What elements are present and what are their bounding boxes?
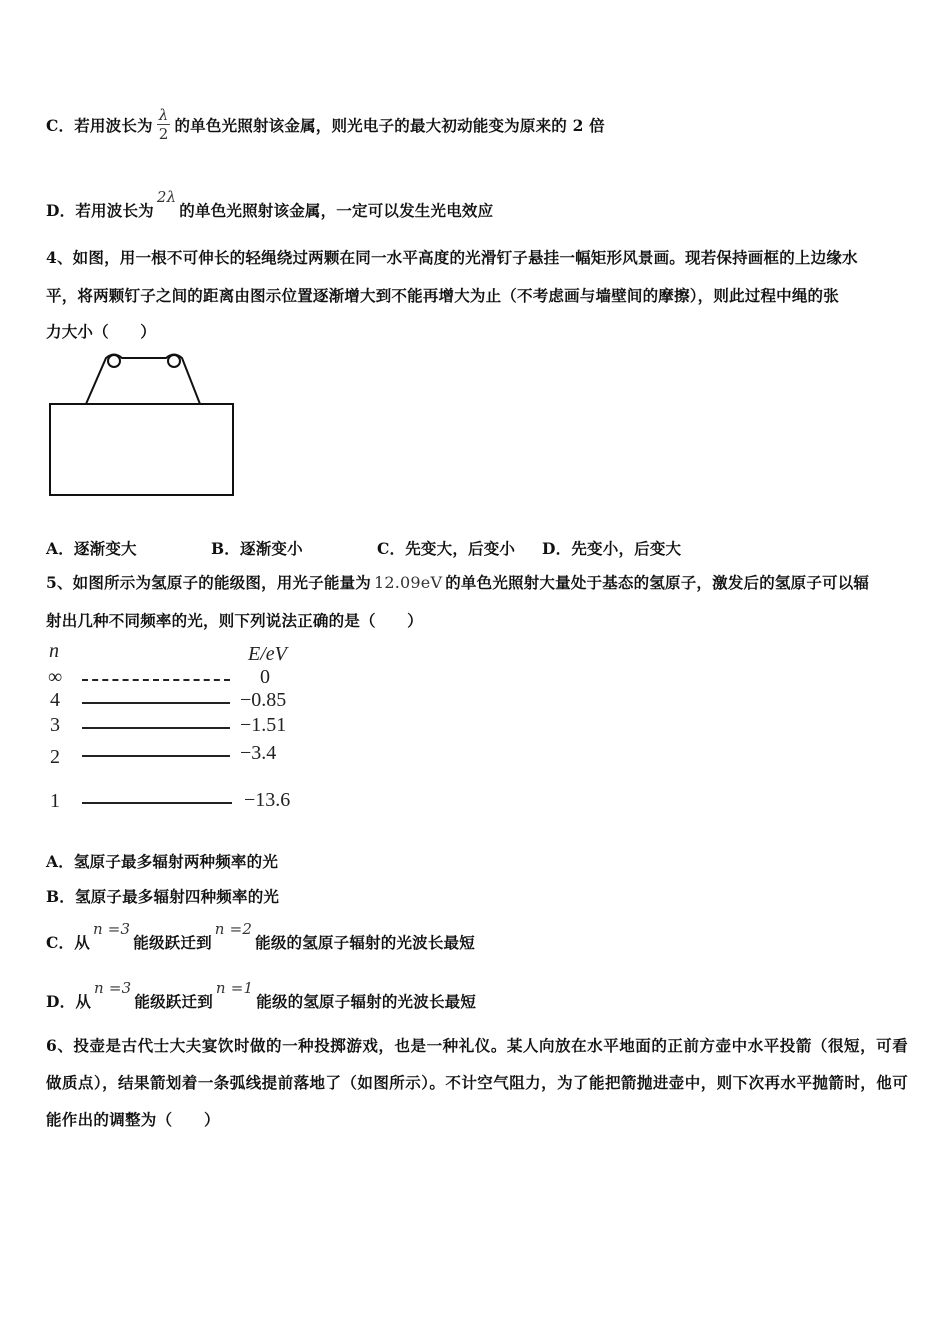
level-line-2	[82, 755, 230, 757]
q6-stem: 6、投壶是古代士大夫宴饮时做的一种投掷游戏，也是一种礼仪。某人向放在水平地面的正前方壶中水平投箭（很短，可看做质点），结果箭划着一条弧线提前落地了（如图所示）。不计空气阻力，为了能把箭抛进壶中，则下次再水平抛箭时，他可能作出的调整为（ ）	[46, 1036, 908, 1129]
q3-option-c-suffix: 的单色光照射该金属，则光电子的最大初动能变为原来的 2 倍	[174, 115, 605, 135]
q3-option-c-prefix: C．若用波长为	[46, 115, 153, 135]
level-line-4	[82, 702, 230, 704]
q4-option-d: D．先变小，后变大	[542, 539, 682, 558]
q5-option-d-suffix: 能级的氢原子辐射的光波长最短	[256, 992, 477, 1011]
level-e-4: −0.85	[240, 689, 287, 711]
rope	[86, 355, 200, 405]
q4-option-b: B．逐渐变小	[211, 539, 303, 558]
energy-level-diagram	[40, 638, 310, 818]
n-equals-2-math: n =2	[214, 920, 253, 938]
q5-stem-line-2: 射出几种不同频率的光，则下列说法正确的是（ ）	[46, 611, 423, 630]
q4-stem-line-1: 4、如图，用一根不可伸长的轻绳绕过两颗在同一水平高度的光滑钉子悬挂一幅矩形风景画。现若保持画框的上边缘水	[46, 248, 858, 267]
q5-stem-suffix: 的单色光照射大量处于基态的氢原子，激发后的氢原子可以辐	[445, 573, 870, 592]
right-nail	[168, 355, 180, 367]
fraction-denominator: 2	[158, 125, 169, 143]
q3-option-d-suffix: 的单色光照射该金属，一定可以发生光电效应	[179, 201, 494, 220]
level-e-3: −1.51	[240, 714, 287, 736]
level-line-3	[82, 727, 230, 729]
q5-option-c-middle: 能级跃迁到	[133, 933, 212, 952]
hanging-picture-figure	[44, 348, 240, 500]
q3-option-d	[46, 188, 494, 221]
level-n-infinity: ∞	[48, 666, 63, 688]
level-line-infinity	[82, 679, 230, 681]
q4-option-c: C．先变大，后变小	[377, 539, 516, 558]
q4-option-a: A．逐渐变大	[46, 539, 137, 558]
level-n-2: 2	[50, 746, 60, 768]
q4-stem-line-3: 力大小（ ）	[46, 322, 156, 341]
n-equals-3-math: n =3	[92, 920, 131, 938]
q5-option-b: B．氢原子最多辐射四种频率的光	[46, 887, 280, 906]
n-equals-3-math: n =3	[94, 979, 132, 997]
q5-stem-prefix: 5、如图所示为氢原子的能级图，用光子能量为	[46, 573, 371, 592]
q5-option-d-middle: 能级跃迁到	[134, 992, 213, 1011]
q4-stem-line-2: 平，将两颗钉子之间的距离由图示位置逐渐增大到不能再增大为止（不考虑画与墙壁间的摩擦），则此过程中绳的张	[46, 286, 839, 305]
level-n-4: 4	[50, 689, 60, 711]
n-equals-1-math: n =1	[215, 979, 254, 997]
photon-energy-value: 12.09eV	[374, 573, 443, 592]
n-axis-label: n	[49, 640, 59, 662]
q3-option-d-prefix: D．若用波长为	[46, 201, 154, 220]
energy-axis-label: E/eV	[248, 643, 287, 665]
q5-option-a: A．氢原子最多辐射两种频率的光	[46, 852, 279, 871]
q5-option-c-prefix: C．从	[46, 933, 90, 952]
q3-option-c	[46, 106, 605, 143]
left-nail	[108, 355, 120, 367]
level-n-1: 1	[50, 790, 60, 812]
q5-option-d-prefix: D．从	[46, 992, 92, 1011]
level-n-3: 3	[50, 714, 60, 736]
level-e-infinity: 0	[260, 666, 270, 688]
two-lambda-math: 2λ	[156, 188, 177, 206]
level-e-1: −13.6	[244, 789, 291, 811]
q5-option-c-suffix: 能级的氢原子辐射的光波长最短	[255, 933, 475, 952]
level-line-1	[82, 802, 232, 804]
q5-option-d	[46, 979, 477, 1012]
fraction-numerator: λ	[158, 106, 169, 124]
level-e-2: −3.4	[240, 742, 277, 764]
lambda-over-two-fraction	[157, 106, 171, 143]
picture-frame	[50, 404, 233, 495]
q5-stem-line-1	[46, 571, 869, 593]
q5-option-c	[46, 920, 475, 953]
